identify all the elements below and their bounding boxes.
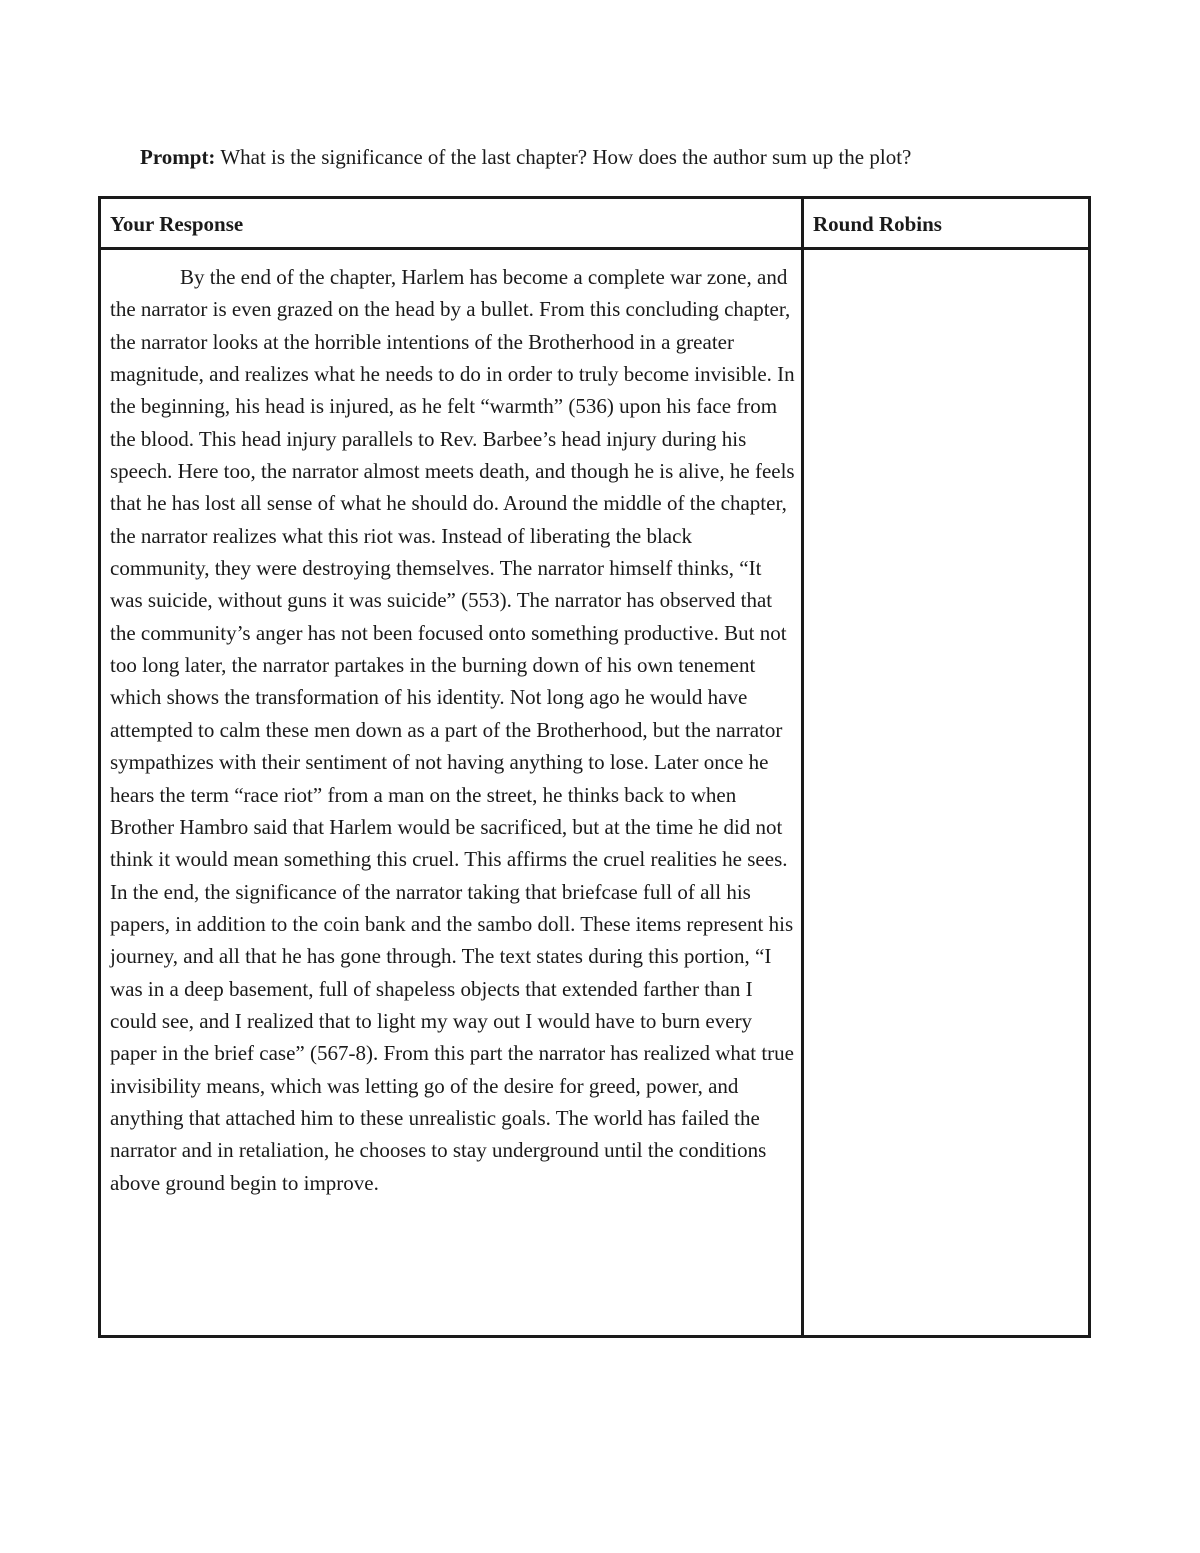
response-table	[98, 196, 1091, 1338]
header-your-response: Your Response	[110, 212, 244, 236]
round-robins-cell	[804, 250, 1088, 1335]
prompt-text: What is the significance of the last chapter? How does the author sum up the plot?	[220, 145, 912, 169]
header-round-robins: Round Robins	[813, 212, 942, 236]
prompt-label: Prompt:	[140, 145, 216, 169]
response-paragraph: By the end of the chapter, Harlem has become a complete war zone, and the narrator is even grazed on the head by a bullet. From this concluding chapter, the narrator looks at the horrible intentions of the Brotherhood in a greater magnitude, and realizes what he needs to do in order to truly become invisible. In the beginning, his head is injured, as he felt “warmth” (536) upon his face from the blood. This head injury parallels to Rev. Barbee’s head injury during his speech. Here too, the narrator almost meets death, and though he is alive, he feels that he has lost all sense of what he should do. Around the middle of the chapter, the narrator realizes what this riot was. Instead of liberating the black community, they were destroying themselves. The narrator himself thinks, “It was suicide, without guns it was suicide” (553). The narrator has observed that the community’s anger has not been focused onto something productive. But not too long later, the narrator partakes in the burning down of his own tenement which shows the transformation of his identity. Not long ago he would have attempted to calm these men down as a part of the Brotherhood, but the narrator sympathizes with their sentiment of not having anything to lose. Later once he hears the term “race riot” from a man on the street, he thinks back to when Brother Hambro said that Harlem would be sacrificed, but at the time he did not think it would mean something this cruel. This affirms the cruel realities he sees. In the end, the significance of the narrator taking that briefcase full of all his papers, in addition to the coin bank and the sambo doll. These items represent his journey, and all that he has gone through. The text states during this portion, “I was in a deep basement, full of shapeless objects that extended farther than I could see, and I realized that to light my way out I would have to burn every paper in the brief case” (567-8). From this part the narrator has realized what true invisibility means, which was letting go of the desire for greed, power, and anything that attached him to these unrealistic goals. The world has failed the narrator and in retaliation, he chooses to stay underground until the conditions above ground begin to improve.	[110, 265, 795, 1195]
prompt-line	[140, 142, 911, 172]
